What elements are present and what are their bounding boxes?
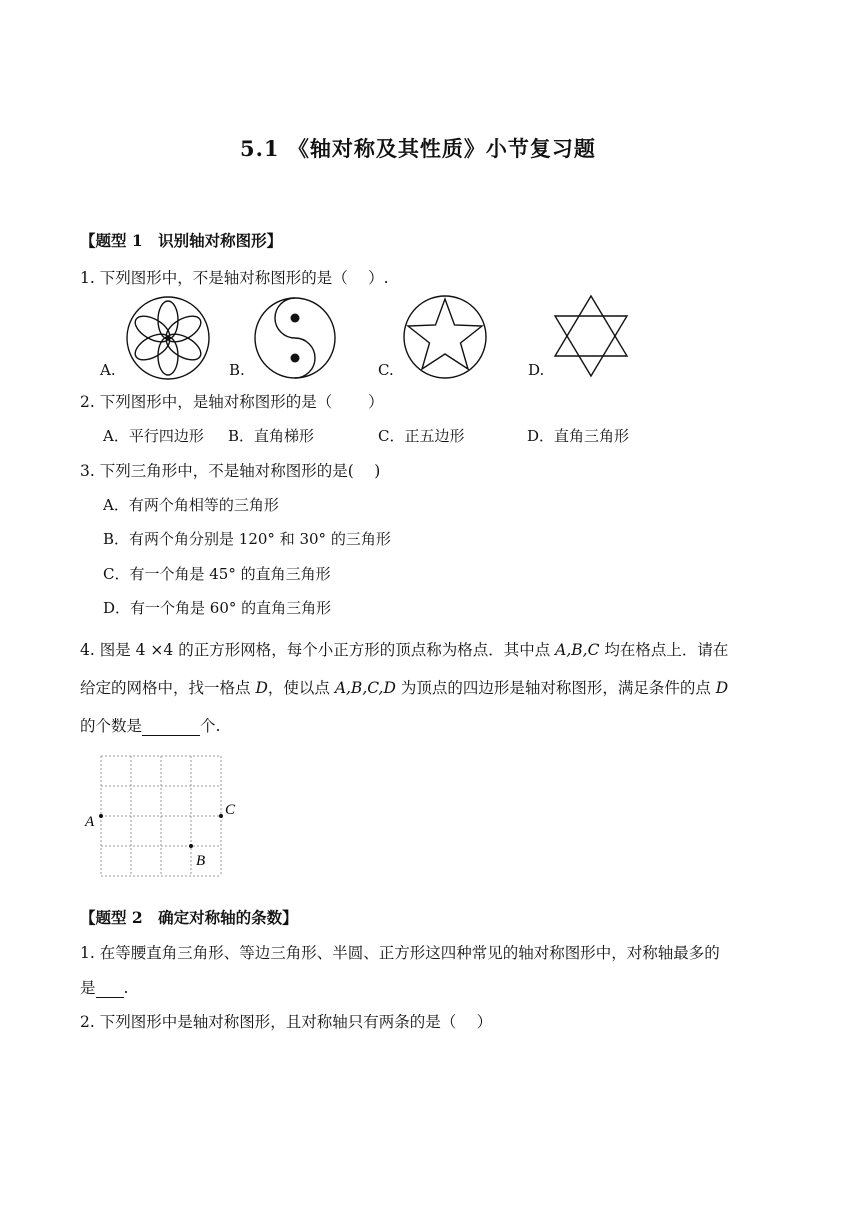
option-b: B．直角梯形	[228, 427, 315, 445]
hexagram-icon	[553, 295, 629, 377]
option-c: C．正五边形	[378, 427, 465, 445]
option-d: D．直角三角形	[527, 427, 630, 445]
question-1-1: 1. 下列图形中，不是轴对称图形的是（ ）.	[80, 269, 389, 287]
question-1-4-line-3	[80, 714, 220, 736]
question-1-2: 2. 下列图形中，是轴对称图形的是（ ）	[80, 393, 384, 411]
text-run: ，使以点	[267, 679, 335, 697]
answer-blank	[96, 979, 124, 998]
text-run: 的个数是	[80, 717, 143, 735]
option-a: A．有两个角相等的三角形	[103, 496, 279, 514]
option-label-c: C.	[378, 361, 394, 379]
option-label-a: A.	[100, 361, 116, 379]
question-2-2: 2. 下列图形中是轴对称图形，且对称轴只有两条的是（ ）	[80, 1013, 493, 1031]
star-in-circle-icon	[403, 295, 487, 379]
question-2-1-line-1: 1. 在等腰直角三角形、等边三角形、半圆、正方形这四种常见的轴对称图形中，对称轴最多的	[80, 944, 720, 962]
text-run: .	[123, 979, 129, 997]
question-1-3: 3. 下列三角形中，不是轴对称图形的是( )	[80, 462, 381, 480]
text-run: 4. 图是 4 ×4 的正方形网格，每个小正方形的顶点称为格点．其中点	[80, 641, 556, 659]
section-heading-1: 【题型 1 识别轴对称图形】	[80, 231, 283, 250]
question-2-1-line-2	[80, 976, 128, 998]
text-run: 是	[80, 979, 96, 997]
text-run: 个.	[200, 717, 221, 735]
option-label-b: B.	[229, 361, 245, 379]
section-heading-2: 【题型 2 确定对称轴的条数】	[80, 908, 298, 927]
point-a	[99, 814, 103, 818]
grid-figure	[80, 750, 250, 880]
text-run: 给定的网格中，找一格点	[80, 679, 256, 697]
point-variables: A,B,C,D	[334, 679, 396, 697]
flower-in-circle-icon	[124, 298, 212, 378]
option-b: B．有两个角分别是 120° 和 30° 的三角形	[103, 530, 391, 548]
label-c: C	[225, 802, 236, 818]
question-1-4-line-2	[80, 676, 728, 698]
question-1-4-line-1	[80, 638, 728, 660]
option-a: A．平行四边形	[103, 427, 204, 445]
answer-blank	[142, 717, 200, 736]
option-d: D．有一个角是 60° 的直角三角形	[103, 599, 332, 617]
option-c: C．有一个角是 45° 的直角三角形	[103, 565, 331, 583]
point-variables: A,B,C	[555, 641, 600, 659]
label-a: A	[85, 814, 95, 830]
point-c	[219, 814, 223, 818]
point-variable: D	[255, 679, 268, 697]
point-variable: D	[715, 679, 729, 697]
option-label-d: D.	[528, 361, 545, 379]
page-title: 5.1 《轴对称及其性质》小节复习题	[240, 136, 596, 161]
point-b	[189, 844, 193, 848]
yin-yang-icon	[253, 298, 337, 378]
text-run: 均在格点上．请在	[599, 641, 729, 659]
label-b: B	[196, 853, 206, 869]
text-run: 为顶点的四边形是轴对称图形，满足条件的点	[395, 679, 716, 697]
